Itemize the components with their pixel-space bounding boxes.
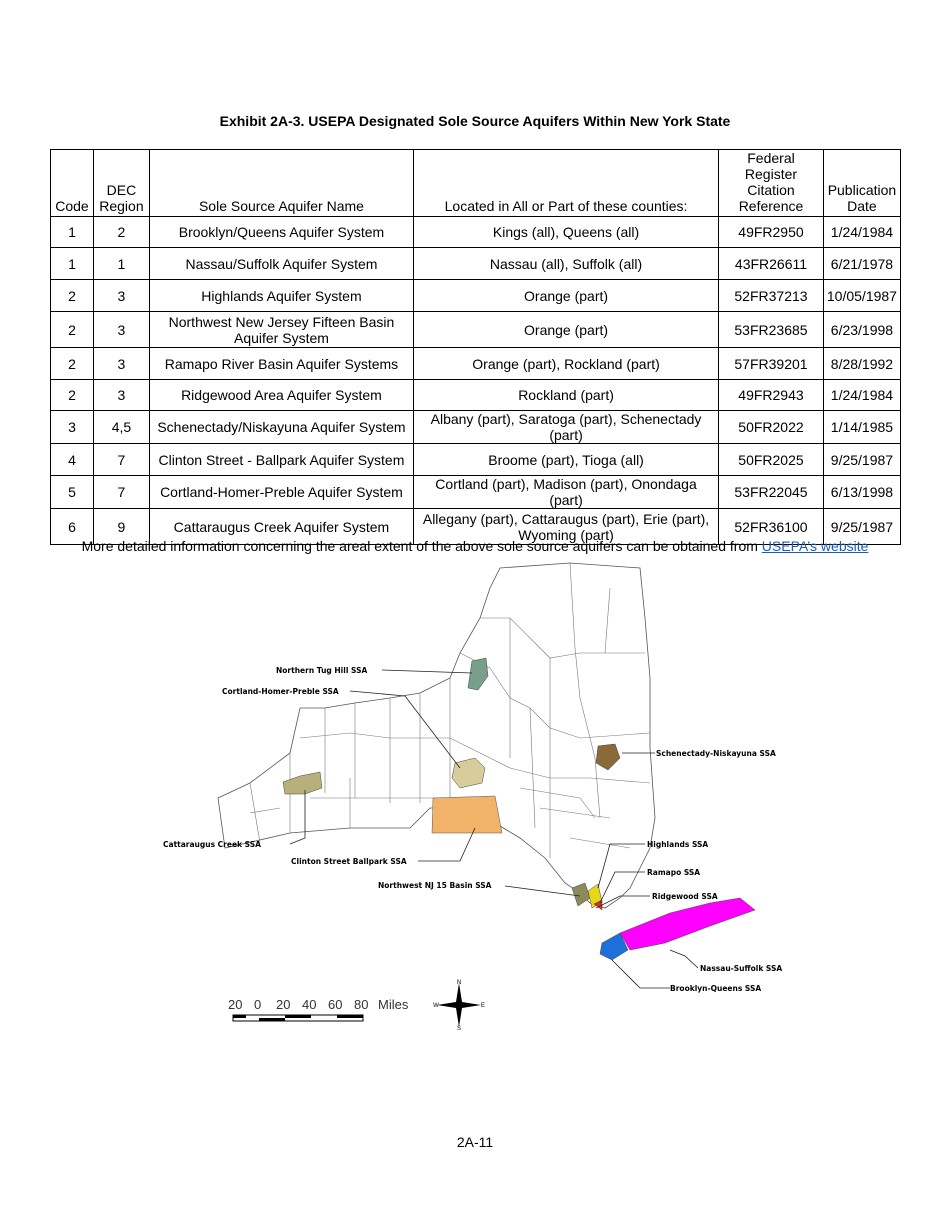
cell-dec-region: 9: [93, 509, 149, 545]
cell-dec-region: 7: [93, 444, 149, 476]
exhibit-title: Exhibit 2A-3. USEPA Designated Sole Source Aquifers Within New York State: [219, 113, 731, 129]
cell-counties: Albany (part), Saratoga (part), Schenectady (part): [413, 411, 718, 444]
cell-dec-region: 1: [93, 248, 149, 280]
compass-n: N: [456, 980, 462, 986]
cell-aquifer-name: Cattaraugus Creek Aquifer System: [149, 509, 413, 545]
cell-fr-citation: 57FR39201: [719, 348, 824, 380]
cell-counties: Orange (part): [413, 280, 718, 312]
cell-aquifer-name: Schenectady/Niskayuna Aquifer System: [149, 411, 413, 444]
compass-s: S: [456, 1026, 462, 1032]
label-brooklyn-queens: Brooklyn-Queens SSA: [670, 984, 762, 993]
cell-code: 5: [51, 476, 94, 509]
table-row: [51, 411, 901, 444]
cell-code: 4: [51, 444, 94, 476]
col-header-fr-citation: Federal Register Citation Reference: [719, 150, 824, 217]
cell-aquifer-name: Nassau/Suffolk Aquifer System: [149, 248, 413, 280]
label-clinton-street-ballpark: Clinton Street Ballpark SSA: [291, 857, 407, 866]
compass-star: [437, 983, 481, 1027]
compass-rose-icon: [434, 980, 484, 1030]
cell-fr-citation: 50FR2025: [719, 444, 824, 476]
nassau-suffolk-region: [620, 898, 755, 950]
label-northern-tug-hill: Northern Tug Hill SSA: [276, 666, 368, 675]
cell-aquifer-name: Northwest New Jersey Fifteen Basin Aquifer System: [149, 312, 413, 348]
table-row: [51, 217, 901, 248]
info-note: [0, 538, 950, 554]
cell-aquifer-name: Brooklyn/Queens Aquifer System: [149, 217, 413, 248]
cell-dec-region: 3: [93, 280, 149, 312]
cell-counties: Broome (part), Tioga (all): [413, 444, 718, 476]
cell-aquifer-name: Clinton Street - Ballpark Aquifer System: [149, 444, 413, 476]
cell-dec-region: 3: [93, 312, 149, 348]
scale-bar-segment: [285, 1015, 311, 1018]
cell-publication-date: 8/28/1992: [823, 348, 900, 380]
compass-w: W: [433, 1003, 439, 1009]
scale-bar-segment: [233, 1015, 246, 1018]
label-cattaraugus-creek: Cattaraugus Creek SSA: [163, 840, 261, 849]
col-header-publication-date: Publication Date: [823, 150, 900, 217]
cell-code: 3: [51, 411, 94, 444]
cell-fr-citation: 52FR37213: [719, 280, 824, 312]
cell-publication-date: 1/24/1984: [823, 380, 900, 411]
scale-bar-segment: [337, 1015, 363, 1018]
scale-tick: 80: [354, 997, 369, 1012]
cell-code: 2: [51, 380, 94, 411]
label-northwest-nj-basin: Northwest NJ 15 Basin SSA: [378, 881, 492, 890]
scale-tick: 60: [328, 997, 343, 1012]
label-schenectady-niskayuna: Schenectady-Niskayuna SSA: [656, 749, 776, 758]
table-row: [51, 312, 901, 348]
cell-dec-region: 2: [93, 217, 149, 248]
cell-code: 2: [51, 312, 94, 348]
cell-publication-date: 1/24/1984: [823, 217, 900, 248]
aquifer-table: [50, 149, 901, 545]
cell-publication-date: 6/13/1998: [823, 476, 900, 509]
table-row: [51, 280, 901, 312]
cell-aquifer-name: Ramapo River Basin Aquifer Systems: [149, 348, 413, 380]
table-header-row: [51, 150, 901, 217]
label-ramapo: Ramapo SSA: [647, 868, 701, 877]
cell-counties: Cortland (part), Madison (part), Onondaga (part): [413, 476, 718, 509]
cell-fr-citation: 52FR36100: [719, 509, 824, 545]
cell-dec-region: 7: [93, 476, 149, 509]
compass-e: E: [480, 1003, 486, 1009]
scale-tick: 0: [254, 997, 262, 1012]
cell-counties: Nassau (all), Suffolk (all): [413, 248, 718, 280]
cell-fr-citation: 49FR2950: [719, 217, 824, 248]
scale-tick: 20: [276, 997, 291, 1012]
scale-bar: [228, 997, 408, 1012]
scale-tick: 40: [302, 997, 317, 1012]
scale-unit: Miles: [378, 997, 409, 1012]
table-row: [51, 380, 901, 411]
table-row: [51, 476, 901, 509]
cell-fr-citation: 53FR23685: [719, 312, 824, 348]
table-row: [51, 444, 901, 476]
ny-ssa-map: [150, 558, 800, 993]
cell-aquifer-name: Cortland-Homer-Preble Aquifer System: [149, 476, 413, 509]
cell-fr-citation: 53FR22045: [719, 476, 824, 509]
cell-code: 1: [51, 248, 94, 280]
cell-fr-citation: 43FR26611: [719, 248, 824, 280]
scale-tick: 20: [228, 997, 243, 1012]
cell-counties: Orange (part): [413, 312, 718, 348]
cell-aquifer-name: Highlands Aquifer System: [149, 280, 413, 312]
col-header-code: Code: [51, 150, 94, 217]
cell-publication-date: 9/25/1987: [823, 444, 900, 476]
info-note-text: More detailed information concerning the areal extent of the above sole source aquifers can be obtained from: [81, 538, 762, 554]
cell-code: 2: [51, 348, 94, 380]
label-highlands: Highlands SSA: [647, 840, 709, 849]
cell-code: 2: [51, 280, 94, 312]
cell-counties: Allegany (part), Cattaraugus (part), Erie (part), Wyoming (part): [413, 509, 718, 545]
cell-publication-date: 6/23/1998: [823, 312, 900, 348]
scale-bar-segment: [259, 1018, 285, 1021]
table-row: [51, 248, 901, 280]
col-header-counties: Located in All or Part of these counties:: [413, 150, 718, 217]
col-header-aquifer-name: Sole Source Aquifer Name: [149, 150, 413, 217]
cell-counties: Kings (all), Queens (all): [413, 217, 718, 248]
label-ridgewood: Ridgewood SSA: [652, 892, 718, 901]
cell-publication-date: 6/21/1978: [823, 248, 900, 280]
cell-fr-citation: 49FR2943: [719, 380, 824, 411]
cell-fr-citation: 50FR2022: [719, 411, 824, 444]
cell-code: 1: [51, 217, 94, 248]
page-number: 2A-11: [456, 1134, 494, 1150]
cell-dec-region: 3: [93, 348, 149, 380]
label-cortland-homer-preble: Cortland-Homer-Preble SSA: [222, 687, 339, 696]
clinton-street-ballpark-region: [432, 796, 502, 833]
cell-dec-region: 4,5: [93, 411, 149, 444]
cell-aquifer-name: Ridgewood Area Aquifer System: [149, 380, 413, 411]
cell-publication-date: 1/14/1985: [823, 411, 900, 444]
cell-counties: Orange (part), Rockland (part): [413, 348, 718, 380]
table-row: [51, 348, 901, 380]
label-nassau-suffolk: Nassau-Suffolk SSA: [700, 964, 783, 973]
cell-publication-date: 10/05/1987: [823, 280, 900, 312]
cell-counties: Rockland (part): [413, 380, 718, 411]
cell-dec-region: 3: [93, 380, 149, 411]
col-header-dec-region: DEC Region: [93, 150, 149, 217]
usepa-website-link[interactable]: USEPA’s website: [761, 538, 869, 554]
scale-bar-graphic: [233, 1014, 373, 1024]
cell-publication-date: 9/25/1987: [823, 509, 900, 545]
cell-code: 6: [51, 509, 94, 545]
